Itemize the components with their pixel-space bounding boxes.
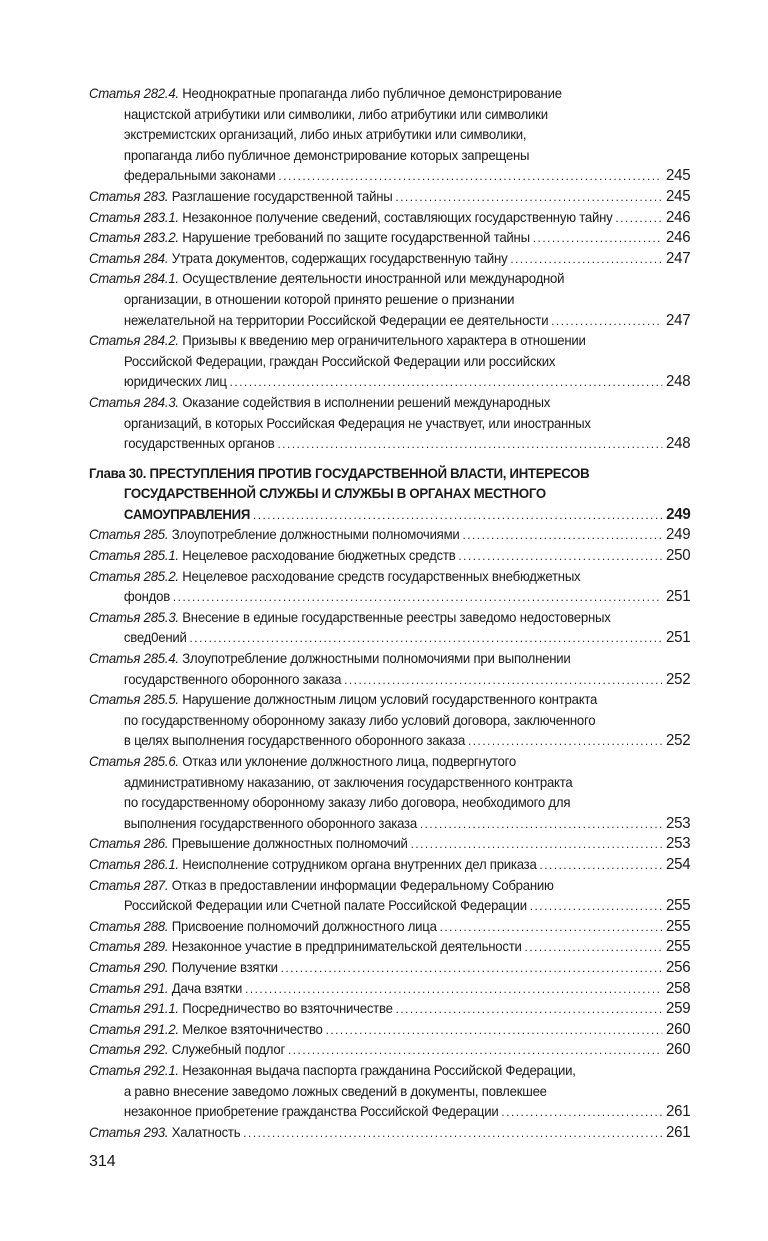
entry-title-text: Неисполнение сотрудником органа внутренних дел приказа [182, 856, 537, 872]
dot-leader [468, 731, 662, 752]
toc-line [89, 1082, 690, 1103]
entry-title-text: организации, в отношении которой принято решение о признании [123, 291, 515, 307]
toc-line [89, 311, 690, 332]
entry-title-text: Превышение должностных полномочий [171, 836, 408, 852]
table-of-contents [89, 84, 690, 1143]
entry-page-number: 255 [666, 897, 691, 915]
toc-line [89, 166, 690, 187]
entry-title-text: Российской Федерации, граждан Российской Федерации или российских [123, 353, 556, 369]
article-number: Статья 291. [89, 980, 169, 996]
article-number: Статья 285.3. [89, 609, 179, 625]
entry-page-number: 245 [666, 167, 691, 185]
article-number: Статья 293. [89, 1124, 169, 1140]
entry-title-text: организаций, в которых Российская Федерация не участвует, или иностранных [123, 415, 591, 431]
toc-entry[interactable] [89, 525, 690, 546]
toc-line [89, 546, 690, 567]
dot-leader [395, 187, 662, 208]
article-number: Статья 288. [89, 918, 169, 934]
toc-chapter[interactable] [89, 464, 690, 526]
dot-leader [533, 228, 662, 249]
dot-leader [326, 1020, 663, 1041]
dot-leader [501, 1102, 662, 1123]
toc-entry[interactable] [89, 958, 690, 979]
dot-leader [344, 670, 662, 691]
toc-line [89, 525, 690, 546]
entry-title-text: Халатность [171, 1124, 241, 1140]
toc-entry[interactable] [89, 1020, 690, 1041]
dot-leader [539, 855, 662, 876]
toc-entry[interactable] [89, 979, 690, 1000]
toc-line [89, 228, 690, 249]
entry-title-text: Российской Федерации или Счетной палате Российской Федерации [123, 898, 527, 914]
toc-entry[interactable] [89, 546, 690, 567]
entry-title-text: государственных органов [123, 436, 275, 452]
entry-title-text: Незаконное участие в предпринимательской деятельности [171, 939, 522, 955]
dot-leader [530, 896, 662, 917]
toc-entry[interactable] [89, 752, 690, 834]
article-number: Статья 283.2. [89, 230, 179, 246]
toc-line [89, 814, 690, 835]
toc-entry[interactable] [89, 876, 690, 917]
entry-page-number: 253 [666, 814, 691, 832]
toc-entry[interactable] [89, 249, 690, 270]
entry-page-number: 253 [666, 835, 691, 853]
toc-entry[interactable] [89, 855, 690, 876]
entry-title-text: свед0ений [123, 630, 187, 646]
entry-title-text: Призывы к введению мер ограничительного характера в отношении [182, 333, 586, 349]
entry-page-number: 255 [666, 938, 691, 956]
article-number: Статья 284. [89, 250, 169, 266]
entry-title-text: Злоупотребление должностными полномочиями при выполнении [182, 651, 571, 667]
toc-line [89, 393, 690, 414]
article-number: Статья 285. [89, 527, 169, 543]
entry-title-text: Утрата документов, содержащих государственную тайну [171, 250, 508, 266]
entry-title-text: Глава 30. ПРЕСТУПЛЕНИЯ ПРОТИВ ГОСУДАРСТВЕННОЙ ВЛАСТИ, ИНТЕРЕСОВ [89, 465, 590, 481]
toc-line [89, 773, 690, 794]
toc-line [89, 1123, 690, 1144]
entry-page-number: 255 [666, 917, 691, 935]
article-number: Статья 284.1. [89, 271, 179, 287]
toc-line [89, 464, 690, 485]
entry-page-number: 260 [666, 1041, 691, 1059]
entry-title-text: нацистской атрибутики или символики, либо атрибутики или символики [123, 106, 548, 122]
entry-title-text: федеральными законами [123, 168, 276, 184]
entry-page-number: 245 [666, 187, 691, 205]
entry-title-text: административному наказанию, от заключения государственного контракта [123, 774, 573, 790]
toc-entry[interactable] [89, 917, 690, 938]
toc-line [89, 608, 690, 629]
entry-title-text: Нецелевое расходование средств государственных внебюджетных [182, 568, 581, 584]
dot-leader [396, 999, 663, 1020]
entry-title-text: юридических лиц [123, 374, 227, 390]
entry-page-number: 252 [666, 670, 691, 688]
toc-line [89, 834, 690, 855]
dot-leader [462, 525, 662, 546]
toc-line [89, 208, 690, 229]
dot-leader [458, 546, 662, 567]
toc-entry[interactable] [89, 187, 690, 208]
toc-entry[interactable] [89, 228, 690, 249]
toc-line [89, 372, 690, 393]
toc-line [89, 999, 690, 1020]
entry-page-number: 251 [666, 629, 691, 647]
article-number: Статья 286.1. [89, 856, 179, 872]
entry-title-text: Служебный подлог [171, 1042, 286, 1058]
entry-page-number: 249 [666, 526, 691, 544]
toc-entry[interactable] [89, 608, 690, 649]
toc-line [89, 690, 690, 711]
entry-title-text: Нарушение требований по защите государственной тайны [182, 230, 530, 246]
entry-title-text: Мелкое взяточничество [182, 1021, 323, 1037]
toc-line [89, 84, 690, 105]
toc-entry[interactable] [89, 393, 690, 455]
toc-line [89, 269, 690, 290]
toc-line [89, 352, 690, 373]
article-number: Статья 285.2. [89, 568, 179, 584]
article-number: Статья 282.4. [89, 86, 179, 101]
toc-line [89, 876, 690, 897]
entry-page-number: 256 [666, 958, 691, 976]
entry-page-number: 246 [666, 229, 691, 247]
article-number: Статья 291.1. [89, 1001, 179, 1017]
dot-leader [173, 587, 662, 608]
toc-line [89, 649, 690, 670]
toc-line [89, 567, 690, 588]
toc-entry[interactable] [89, 269, 690, 331]
toc-line [89, 628, 690, 649]
entry-page-number: 248 [666, 435, 691, 453]
toc-entry[interactable] [89, 331, 690, 393]
entry-title-text: нежелательной на территории Российской Федерации ее деятельности [123, 312, 549, 328]
entry-title-text: в целях выполнения государственного оборонного заказа [123, 733, 466, 749]
entry-title-text: Неоднократные пропаганда либо публичное демонстрирование [182, 86, 562, 101]
toc-entry[interactable] [89, 1061, 690, 1123]
toc-line [89, 1061, 690, 1082]
dot-leader [281, 958, 662, 979]
dot-leader [525, 937, 663, 958]
toc-line [89, 793, 690, 814]
entry-page-number: 248 [666, 373, 691, 391]
article-number: Статья 289. [89, 939, 169, 955]
dot-leader [420, 814, 662, 835]
toc-line [89, 331, 690, 352]
toc-line [89, 587, 690, 608]
article-number: Статья 291.2. [89, 1021, 179, 1037]
toc-line [89, 414, 690, 435]
article-number: Статья 292. [89, 1042, 169, 1058]
toc-entry[interactable] [89, 690, 690, 752]
toc-line [89, 290, 690, 311]
entry-title-text: Нарушение должностным лицом условий государственного контракта [182, 692, 598, 708]
entry-title-text: Отказ или уклонение должностного лица, подвергнутого [182, 754, 516, 769]
entry-title-text: по государственному оборонному заказу либо условий договора, заключенного [123, 712, 596, 728]
entry-page-number: 246 [666, 208, 691, 226]
toc-entry[interactable] [89, 649, 690, 690]
entry-title-text: экстремистских организаций, либо иных атрибутики или символики, [123, 127, 527, 143]
dot-leader [615, 208, 662, 229]
article-number: Статья 284.3. [89, 394, 179, 410]
toc-entry[interactable] [89, 999, 690, 1020]
entry-title-text: фондов [123, 589, 170, 605]
entry-title-text: Злоупотребление должностными полномочиями [171, 527, 460, 543]
toc-line [89, 1020, 690, 1041]
toc-line [89, 505, 690, 526]
toc-entry[interactable] [89, 1040, 690, 1061]
toc-entry[interactable] [89, 834, 690, 855]
entry-page-number: 252 [666, 732, 691, 750]
entry-title-text: Оказание содействия в исполнении решений международных [182, 394, 551, 410]
toc-line [89, 1102, 690, 1123]
article-number: Статья 284.2. [89, 333, 179, 349]
entry-title-text: государственного оборонного заказа [123, 671, 342, 687]
entry-page-number: 258 [666, 979, 691, 997]
toc-line [89, 979, 690, 1000]
article-number: Статья 283.1. [89, 209, 179, 225]
entry-title-text: Незаконная выдача паспорта гражданина Российской Федерации, [182, 1062, 576, 1078]
entry-title-text: по государственному оборонному заказу либо договора, необходимого для [123, 795, 571, 811]
toc-line [89, 484, 690, 505]
entry-title-text: незаконное приобретение гражданства Российской Федерации [123, 1104, 499, 1120]
toc-entry[interactable] [89, 1123, 690, 1144]
toc-line [89, 249, 690, 270]
toc-line [89, 855, 690, 876]
article-number: Статья 287. [89, 877, 169, 893]
dot-leader [230, 372, 662, 393]
toc-line [89, 731, 690, 752]
article-number: Статья 292.1. [89, 1062, 179, 1078]
entry-title-text: а равно внесение заведомо ложных сведений в документы, повлекшее [123, 1083, 547, 1099]
entry-page-number: 247 [666, 249, 691, 267]
article-number: Статья 286. [89, 836, 169, 852]
entry-page-number: 259 [666, 1000, 691, 1018]
entry-title-text: Незаконное получение сведений, составляющих государственную тайну [182, 209, 613, 225]
entry-page-number: 247 [666, 311, 691, 329]
entry-title-text: Разглашение государственной тайны [171, 188, 393, 204]
toc-entry[interactable] [89, 208, 690, 229]
dot-leader [245, 979, 662, 1000]
toc-line [89, 670, 690, 691]
toc-line [89, 105, 690, 126]
article-number: Статья 285.6. [89, 754, 179, 769]
toc-line [89, 937, 690, 958]
toc-entry[interactable] [89, 567, 690, 608]
entry-title-text: Осуществление деятельности иностранной или международной [182, 271, 565, 287]
toc-line [89, 917, 690, 938]
entry-title-text: пропаганда либо публичное демонстрирование которых запрещены [123, 147, 530, 163]
article-number: Статья 285.1. [89, 548, 179, 564]
entry-title-text: Дача взятки [171, 980, 243, 996]
entry-title-text: Получение взятки [171, 959, 278, 975]
entry-title-text: выполнения государственного оборонного заказа [123, 815, 417, 831]
entry-title-text: Присвоение полномочий должностного лица [171, 918, 437, 934]
dot-leader [243, 1123, 662, 1144]
toc-line [89, 752, 690, 773]
entry-title-text: ГОСУДАРСТВЕННОЙ СЛУЖБЫ И СЛУЖБЫ В ОРГАНАХ МЕСТНОГО [123, 486, 546, 502]
entry-title-text: Отказ в предоставлении информации Федеральному Собранию [171, 877, 554, 893]
toc-line [89, 125, 690, 146]
toc-line [89, 187, 690, 208]
article-number: Статья 285.4. [89, 651, 179, 667]
entry-title-text: Внесение в единые государственные реестры заведомо недостоверных [182, 609, 611, 625]
article-number: Статья 290. [89, 959, 169, 975]
entry-page-number: 249 [666, 505, 691, 523]
entry-page-number: 260 [666, 1020, 691, 1038]
toc-entry[interactable] [89, 937, 690, 958]
entry-page-number: 251 [666, 588, 691, 606]
dot-leader [278, 166, 662, 187]
dot-leader [288, 1040, 662, 1061]
dot-leader [277, 434, 662, 455]
entry-page-number: 254 [666, 855, 691, 873]
article-number: Статья 285.5. [89, 692, 179, 708]
entry-page-number: 261 [666, 1123, 691, 1141]
toc-line [89, 434, 690, 455]
entry-title-text: САМОУПРАВЛЕНИЯ [123, 506, 251, 522]
dot-leader [551, 311, 662, 332]
toc-line [89, 711, 690, 732]
toc-line [89, 146, 690, 167]
dot-leader [190, 628, 663, 649]
article-number: Статья 283. [89, 188, 169, 204]
toc-line [89, 1040, 690, 1061]
dot-leader [411, 834, 663, 855]
toc-line [89, 896, 690, 917]
dot-leader [253, 505, 662, 526]
entry-title-text: Нецелевое расходование бюджетных средств [182, 548, 456, 564]
entry-page-number: 250 [666, 547, 691, 565]
toc-entry[interactable] [89, 84, 690, 187]
entry-page-number: 261 [666, 1103, 691, 1121]
toc-line [89, 958, 690, 979]
dot-leader [440, 917, 663, 938]
entry-title-text: Посредничество во взяточничестве [182, 1001, 393, 1017]
dot-leader [510, 249, 662, 270]
page-number: 314 [89, 1153, 116, 1170]
